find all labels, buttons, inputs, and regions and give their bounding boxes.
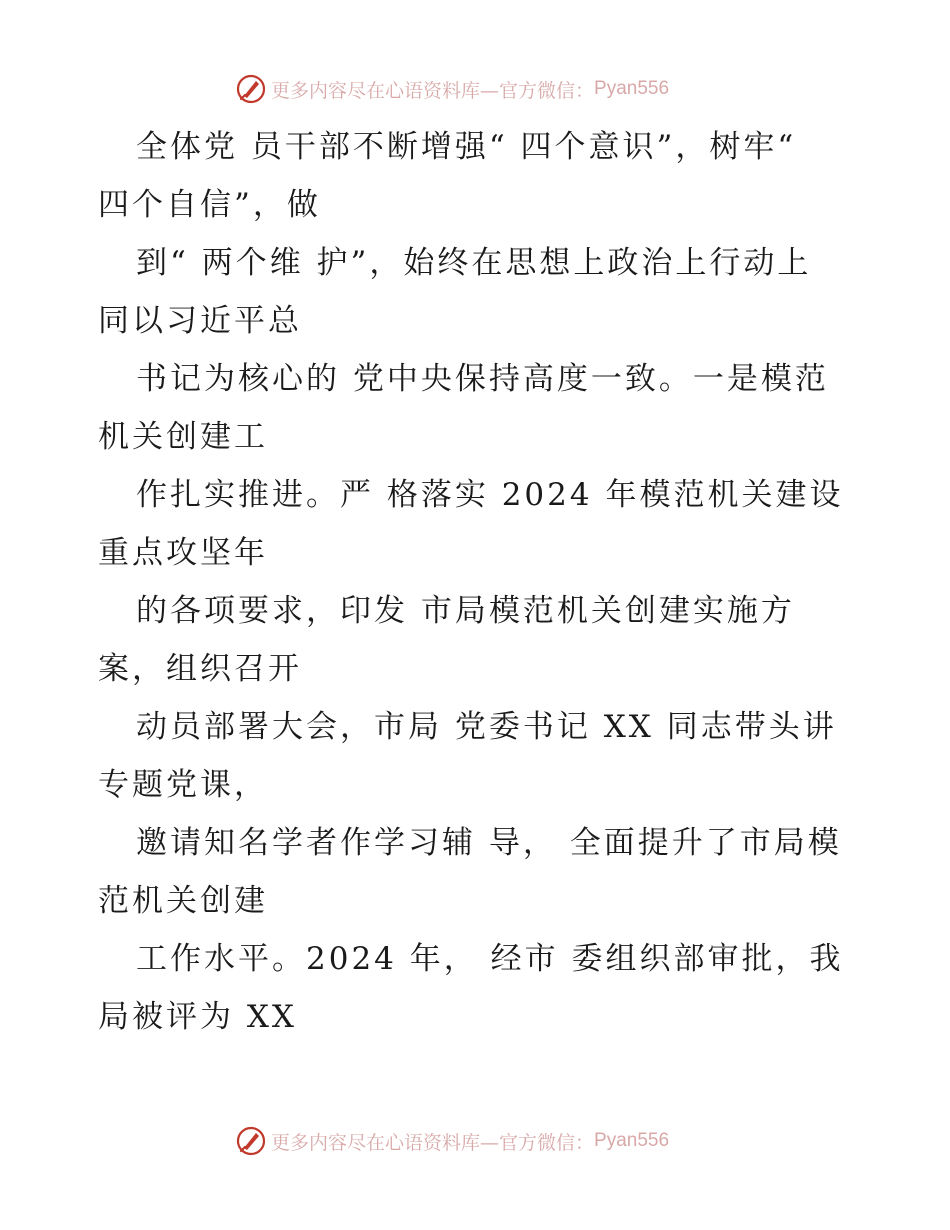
body-line: 范机关创建 (98, 883, 268, 919)
quill-pen-icon (235, 1125, 267, 1157)
body-line: 专题党课， (98, 767, 268, 803)
body-line: 案，组织召开 (98, 651, 302, 687)
body-line: 邀请知名学者作学习辅 导， 全面提升了市局模 (136, 825, 842, 861)
body-line: 书记为核心的 党中央保持高度一致。一是模范 (136, 361, 829, 397)
body-line: 重点攻坚年 (98, 535, 268, 571)
header-watermark (235, 72, 669, 106)
footer-watermark (235, 1124, 669, 1158)
body-line: 四个自信”，做 (98, 187, 321, 223)
watermark-text: 更多内容尽在心语资料库—官方微信： (271, 1131, 595, 1154)
body-line: 局被评为 XX (98, 999, 297, 1035)
body-line: 动员部署大会，市局 党委书记 XX 同志带头讲 (136, 709, 837, 745)
body-line: 全体党 员干部不断增强“ 四个意识”，树牢“ (136, 129, 797, 165)
body-line: 的各项要求，印发 市局模范机关创建实施方 (136, 593, 795, 629)
body-line: 到“ 两个维 护”，始终在思想上政治上行动上 (136, 245, 812, 281)
watermark-wechat-id: Pyan556 (594, 78, 670, 99)
document-body (98, 118, 858, 1046)
quill-pen-icon (235, 73, 267, 105)
body-line: 机关创建工 (98, 419, 268, 455)
body-line: 同以习近平总 (98, 303, 302, 339)
watermark-wechat-id: Pyan556 (594, 1130, 670, 1151)
body-line: 工作水平。2024 年， 经市 委组织部审批，我 (136, 941, 844, 977)
watermark-text: 更多内容尽在心语资料库—官方微信： (271, 79, 595, 102)
body-line: 作扎实推进。严 格落实 2024 年模范机关建设 (136, 477, 844, 513)
